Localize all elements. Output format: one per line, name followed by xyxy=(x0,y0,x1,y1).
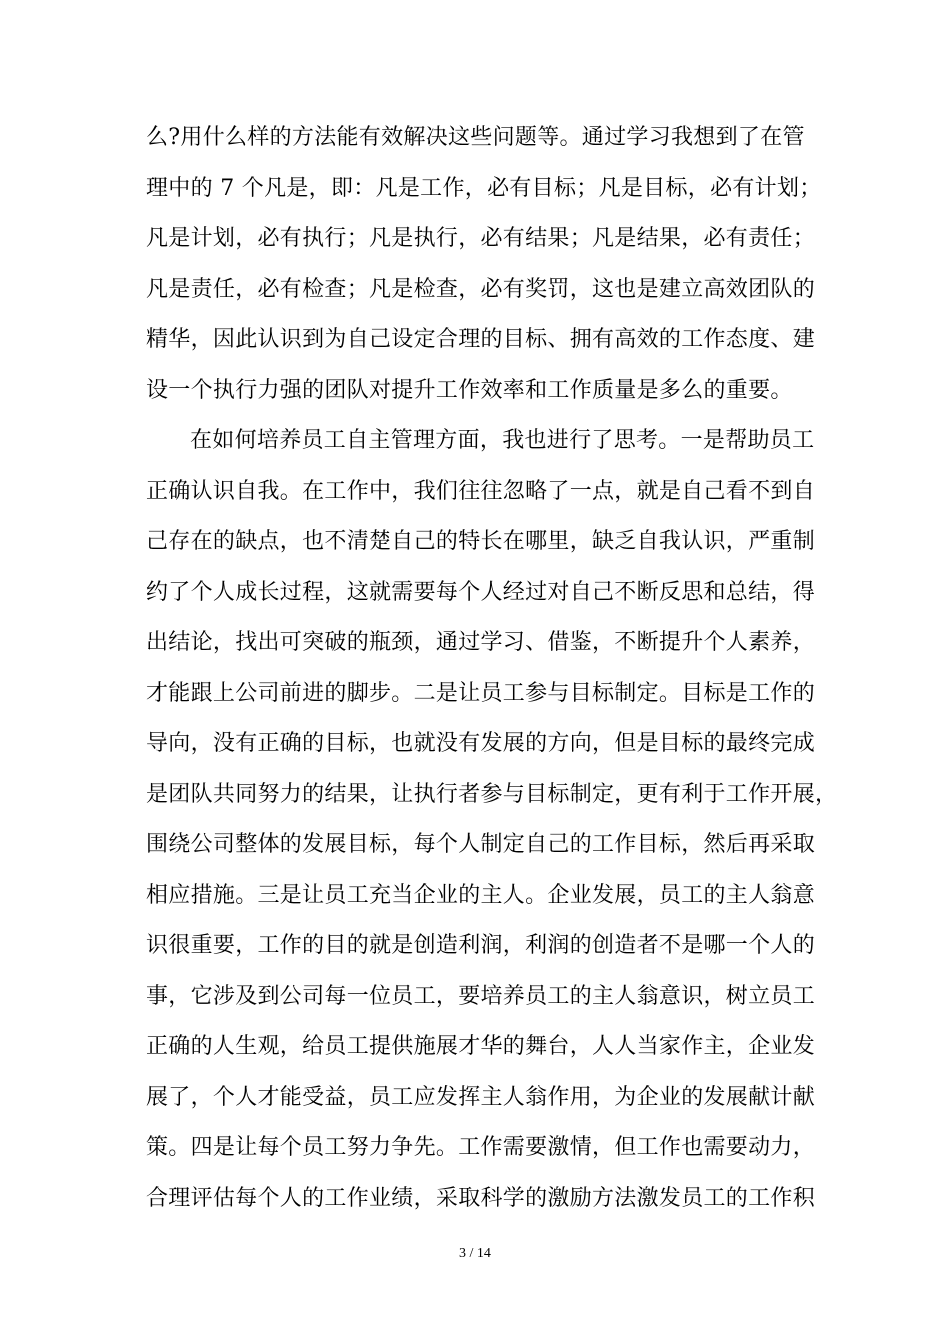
text-line: 策。四是让每个员工努力争先。工作需要激情，但工作也需要动力， xyxy=(146,1135,816,1160)
page-number: 3 / 14 xyxy=(459,1246,491,1261)
text-line: 事，它涉及到公司每一位员工，要培养员工的主人翁意识，树立员工 xyxy=(146,983,816,1009)
text-line: 么?用什么样的方法能有效解决这些问题等。通过学习我想到了在管 xyxy=(146,125,805,150)
text-line: 展了，个人才能受益，员工应发挥主人翁作用，为企业的发展献计献 xyxy=(146,1084,816,1110)
text-line: 理中的 7 个凡是，即：凡是工作，必有目标；凡是目标，必有计划； xyxy=(146,175,822,201)
text-line: 约了个人成长过程，这就需要每个人经过对自己不断反思和总结，得 xyxy=(146,579,816,605)
text-line: 才能跟上公司前进的脚步。二是让员工参与目标制定。目标是工作的 xyxy=(146,680,816,706)
body-text xyxy=(146,113,838,1224)
text-line: 围绕公司整体的发展目标，每个人制定自己的工作目标，然后再采取 xyxy=(146,832,816,857)
text-line: 识很重要，工作的目的就是创造利润，利润的创造者不是哪一个人的 xyxy=(146,933,816,958)
text-line: 正确的人生观，给员工提供施展才华的舞台，人人当家作主，企业发 xyxy=(146,1034,816,1059)
text-line: 出结论，找出可突破的瓶颈，通过学习、借鉴，不断提升个人素养， xyxy=(146,630,816,655)
text-line: 是团队共同努力的结果，让执行者参与目标制定，更有利于工作开展， xyxy=(146,781,838,807)
text-line: 己存在的缺点，也不清楚自己的特长在哪里，缺乏自我认识，严重制 xyxy=(146,529,816,554)
text-line: 相应措施。三是让员工充当企业的主人。企业发展，员工的主人翁意 xyxy=(146,882,816,908)
text-line: 导向，没有正确的目标，也就没有发展的方向，但是目标的最终完成 xyxy=(146,731,816,756)
text-line: 设一个执行力强的团队对提升工作效率和工作质量是多么的重要。 xyxy=(146,377,793,403)
text-line: 凡是责任，必有检查；凡是检查，必有奖罚，这也是建立高效团队的 xyxy=(146,276,816,302)
paragraph-first-line: 在如何培养员工自主管理方面，我也进行了思考。一是帮助员工 xyxy=(190,428,815,453)
text-line: 合理评估每个人的工作业绩，采取科学的激励方法激发员工的工作积 xyxy=(146,1185,816,1211)
text-line: 正确认识自我。在工作中，我们往往忽略了一点，就是自己看不到自 xyxy=(146,478,816,504)
text-line: 凡是计划，必有执行；凡是执行，必有结果；凡是结果，必有责任； xyxy=(146,226,816,251)
text-line: 精华，因此认识到为自己设定合理的目标、拥有高效的工作态度、建 xyxy=(146,327,816,352)
